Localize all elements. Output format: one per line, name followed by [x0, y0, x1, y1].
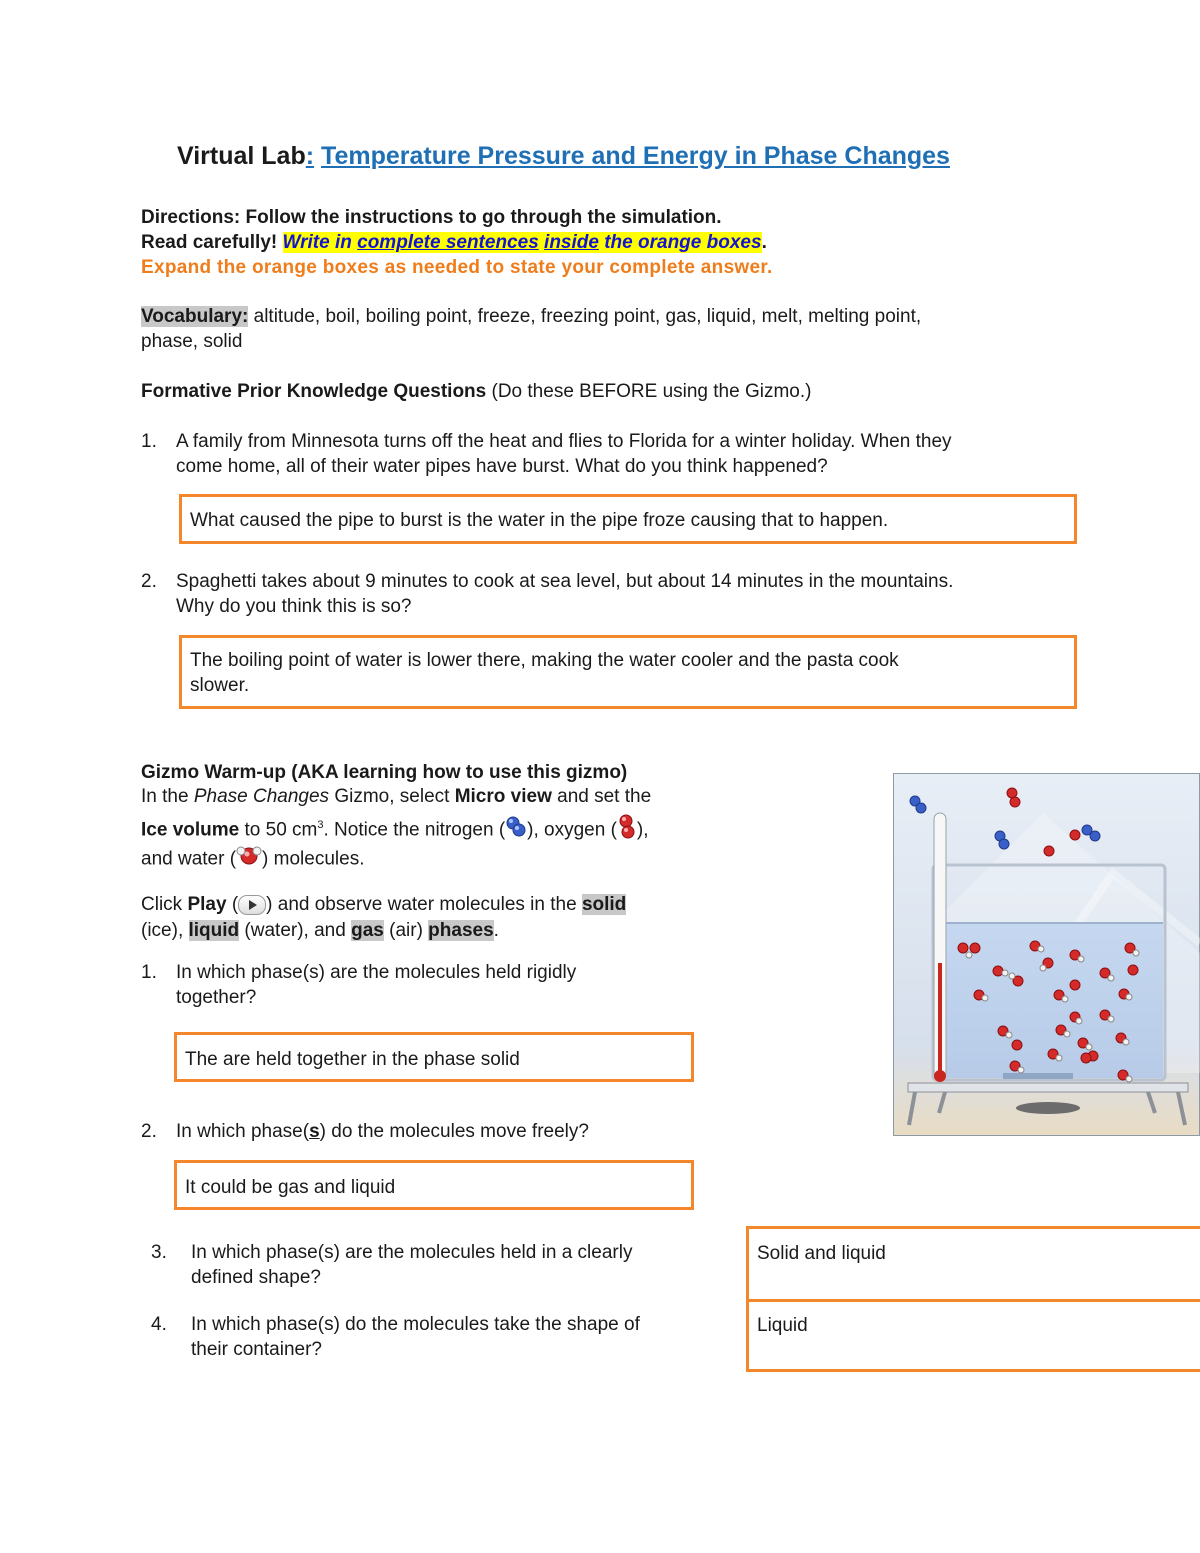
question-text: Why do you think this is so? — [176, 596, 412, 617]
click-play-line: Click Play ( ) and observe water molecules in the solid — [141, 894, 627, 915]
question-text: defined shape? — [191, 1267, 321, 1288]
answer-text[interactable]: The boiling point of water is lower there, making the water cooler and the pasta cook slower. — [190, 650, 899, 696]
title-link[interactable]: Temperature Pressure and Energy in Phase Changes — [321, 142, 950, 170]
warmup-heading: Gizmo Warm-up (AKA learning how to use this gizmo) — [141, 762, 628, 783]
answer-box[interactable] — [179, 635, 1077, 709]
question-number: 2. — [141, 1121, 157, 1142]
formative-heading — [141, 379, 811, 404]
question-text: come home, all of their water pipes have burst. What do you think happened? — [176, 456, 828, 477]
question-number: 4. — [151, 1314, 167, 1335]
phases-line: (ice), liquid (water), and gas (air) phases. — [141, 920, 499, 941]
period: . — [761, 232, 767, 253]
title-colon: : — [305, 142, 315, 170]
question-text: Spaghetti takes about 9 minutes to cook at sea level, but about 14 minutes in the mountains. — [176, 571, 954, 592]
nitrogen-molecule-icon — [505, 815, 527, 846]
title-prefix: Virtual Lab — [177, 142, 306, 170]
question-number: 3. — [151, 1242, 167, 1263]
table-divider — [749, 1299, 1200, 1302]
play-icon[interactable] — [238, 895, 266, 915]
warmup-para-line-3: and water ( ) molecules. — [141, 845, 364, 874]
gizmo-simulation-image — [893, 773, 1200, 1136]
vocabulary-label: Vocabulary: — [141, 306, 249, 327]
page-title — [177, 142, 950, 171]
question-text: In which phase(s) do the molecules move freely? — [176, 1121, 589, 1142]
expand-instruction: Expand the orange boxes as needed to state your complete answer. — [141, 257, 773, 278]
question-text: their container? — [191, 1339, 322, 1360]
formative-note: (Do these BEFORE using the Gizmo.) — [486, 381, 812, 402]
warmup-para-line-1: In the Phase Changes Gizmo, select Micro view and set the — [141, 786, 652, 807]
write-instruction: Write in complete sentences inside the orange boxes — [282, 232, 762, 253]
question-number: 1. — [141, 962, 157, 983]
question-text: In which phase(s) are the molecules held rigidly — [176, 962, 577, 983]
answer-text[interactable]: It could be gas and liquid — [185, 1177, 396, 1198]
answer-text[interactable]: Liquid — [757, 1315, 808, 1336]
question-text: together? — [176, 987, 257, 1008]
answer-box[interactable] — [179, 494, 1077, 544]
question-number: 1. — [141, 431, 157, 452]
question-number: 2. — [141, 571, 157, 592]
oxygen-molecule-icon — [617, 814, 637, 847]
answer-text[interactable]: Solid and liquid — [757, 1243, 886, 1264]
formative-title: Formative Prior Knowledge Questions — [141, 381, 487, 402]
water-molecule-icon — [236, 845, 262, 874]
vocabulary-line-1 — [141, 304, 921, 329]
read-carefully-line — [141, 230, 767, 255]
vocabulary-line-2: phase, solid — [141, 331, 243, 352]
warmup-para-line-2: Ice volume to 50 $cm^3$. Notice the nitrogen ( ), oxygen ( ), — [141, 814, 649, 847]
answer-text[interactable]: What caused the pipe to burst is the water in the pipe froze causing that to happen. — [190, 510, 889, 531]
read-carefully: Read carefully! — [141, 232, 278, 253]
answer-box[interactable] — [174, 1160, 694, 1210]
question-text: In which phase(s) do the molecules take the shape of — [191, 1314, 640, 1335]
answer-box[interactable] — [174, 1032, 694, 1082]
answer-table — [746, 1226, 1200, 1372]
answer-text[interactable]: The are held together in the phase solid — [185, 1049, 520, 1070]
question-text: In which phase(s) are the molecules held in a clearly — [191, 1242, 633, 1263]
question-text: A family from Minnesota turns off the heat and flies to Florida for a winter holiday. When they — [176, 431, 952, 452]
vocabulary-list: altitude, boil, boiling point, freeze, freezing point, gas, liquid, melt, melting point, — [248, 306, 922, 327]
directions-line: Directions: Follow the instructions to go through the simulation. — [141, 207, 722, 228]
